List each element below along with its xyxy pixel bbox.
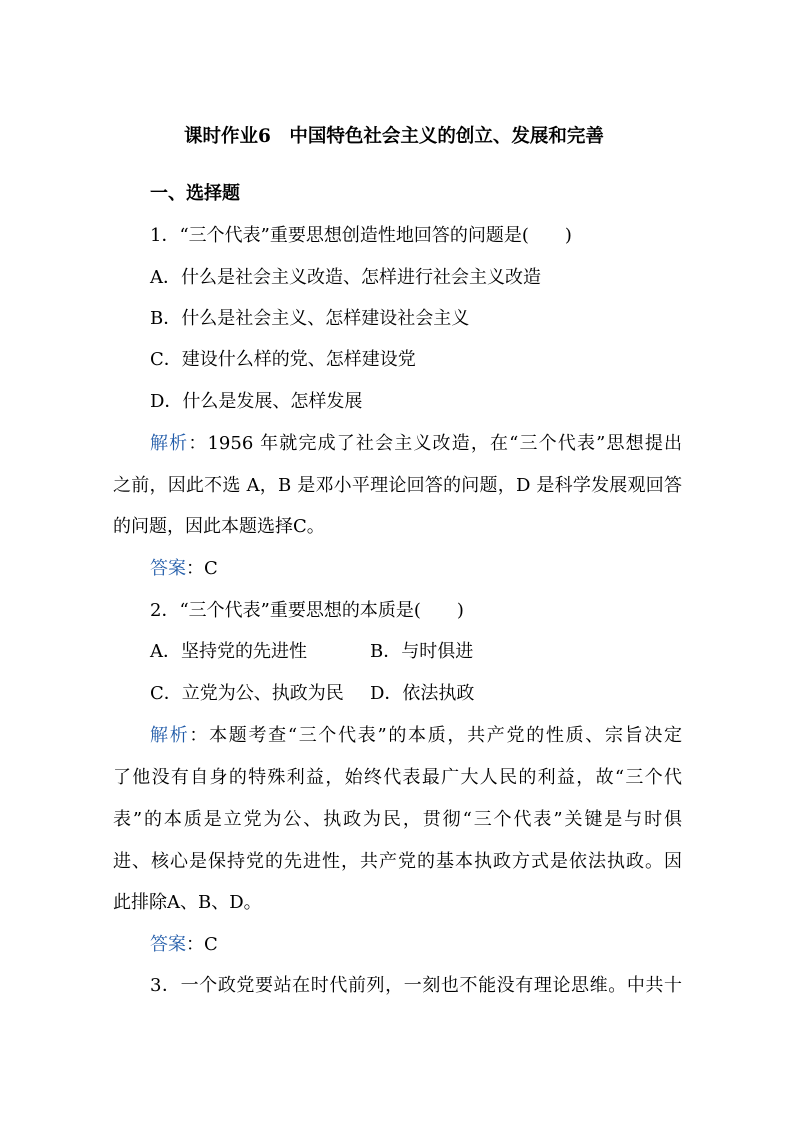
question-2-analysis-line-3: 表”的本质是立党为公、执政为民，贯彻“三个代表”关键是与时俱 — [113, 809, 682, 830]
analysis-text: ：本题考查“三个代表”的本质，共产党的性质、宗旨决定 — [189, 725, 683, 746]
question-2-analysis-line-1 — [150, 724, 682, 748]
question-2-option-c: C．立党为公、执政为民 — [150, 683, 344, 704]
question-2-stem: 2．“三个代表”重要思想的本质是( ) — [150, 600, 464, 621]
question-1-analysis-line-1 — [150, 432, 682, 456]
answer-label: 答案 — [150, 558, 186, 579]
question-1-option-d: D．什么是发展、怎样发展 — [150, 391, 363, 412]
section-heading: 一、选择题 — [150, 183, 240, 204]
answer-value: ：C — [186, 558, 218, 579]
question-1-analysis-line-2: 之前，因此不选 A，B 是邓小平理论回答的问题，D 是科学发展观回答 — [113, 475, 682, 496]
question-2-option-d: D．依法执政 — [370, 683, 475, 704]
question-1-option-a: A．什么是社会主义改造、怎样进行社会主义改造 — [150, 267, 541, 288]
question-3-stem: 3．一个政党要站在时代前列，一刻也不能没有理论思维。中共十 — [150, 975, 682, 996]
analysis-label: 解析 — [150, 725, 190, 746]
analysis-label: 解析 — [150, 433, 189, 454]
question-2-analysis-line-4: 进、核心是保持党的先进性，共产党的基本执政方式是依法执政。因 — [113, 851, 682, 872]
question-1-option-c: C．建设什么样的党、怎样建设党 — [150, 349, 416, 370]
answer-value: ：C — [186, 934, 218, 955]
question-2-option-a: A．坚持党的先进性 — [150, 641, 307, 662]
question-2-answer — [150, 933, 218, 957]
question-2-option-b: B．与时俱进 — [370, 641, 474, 662]
question-1-stem: 1．“三个代表”重要思想创造性地回答的问题是( ) — [150, 225, 572, 246]
question-1-option-b: B．什么是社会主义、怎样建设社会主义 — [150, 308, 470, 329]
answer-label: 答案 — [150, 934, 186, 955]
question-1-analysis-line-3: 的问题，因此本题选择C。 — [113, 516, 325, 537]
analysis-text: ：1956 年就完成了社会主义改造，在“三个代表”思想提出 — [188, 433, 682, 454]
question-2-analysis-line-2: 了他没有自身的特殊利益，始终代表最广大人民的利益，故“三个代 — [113, 767, 682, 788]
page-title: 课时作业6 中国特色社会主义的创立、发展和完善 — [184, 126, 604, 147]
question-2-analysis-line-5: 此排除A、B、D。 — [113, 892, 262, 913]
question-1-answer — [150, 557, 218, 581]
